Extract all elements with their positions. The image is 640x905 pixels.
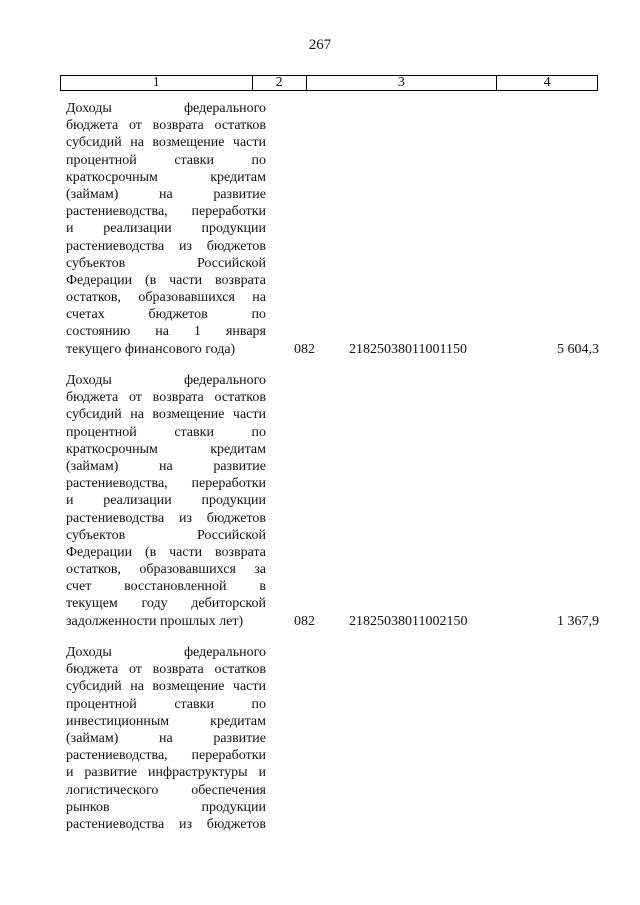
description-line: субсидий на возмещение части <box>66 679 266 695</box>
description-line: инвестиционным кредитам <box>66 713 266 729</box>
description-line: бюджета от возврата остатков <box>66 662 266 678</box>
description-line: и реализации продукции <box>66 493 266 509</box>
description-line: рынков продукции <box>66 799 266 815</box>
row-description <box>66 100 266 358</box>
description-line: Федерации (в части возврата <box>66 272 266 288</box>
budget-classification-code: 21825038011001150 <box>349 341 467 357</box>
description-line: краткосрочным кредитам <box>66 441 266 457</box>
column-header-2: 2 <box>253 76 307 90</box>
amount-value: 1 367,9 <box>557 613 599 629</box>
description-line: состоянию на 1 января <box>66 324 266 340</box>
description-line: остатков, образовавшихся за <box>66 562 266 578</box>
description-line: остатков, образовавшихся на <box>66 290 266 306</box>
admin-code: 082 <box>294 341 315 357</box>
row-description <box>66 644 266 833</box>
amount-value: 5 604,3 <box>557 341 599 357</box>
description-line: растениеводства из бюджетов <box>66 510 266 526</box>
column-header-3: 3 <box>307 76 498 90</box>
description-line: бюджета от возврата остатков <box>66 118 266 134</box>
description-line: логистического обеспечения <box>66 782 266 798</box>
description-line: субъектов Российской <box>66 255 266 271</box>
admin-code: 082 <box>294 613 315 629</box>
description-line: процентной ставки по <box>66 424 266 440</box>
description-line: растениеводства из бюджетов <box>66 816 266 832</box>
description-line: Федерации (в части возврата <box>66 544 266 560</box>
description-line: субсидий на возмещение части <box>66 407 266 423</box>
description-line: счетах бюджетов по <box>66 307 266 323</box>
description-line: текущего финансового года) <box>66 341 236 357</box>
description-line: Доходы федерального <box>66 645 266 660</box>
description-line: и реализации продукции <box>66 221 266 237</box>
description-line: Доходы федерального <box>66 373 266 388</box>
description-line: растениеводства из бюджетов <box>66 238 266 254</box>
description-line: (займам) на развитие <box>66 186 266 202</box>
description-line: и развитие инфраструктуры и <box>66 765 266 781</box>
description-line: растениеводства, переработки <box>66 204 266 220</box>
column-header-4: 4 <box>543 75 551 90</box>
description-line: субъектов Российской <box>66 527 266 543</box>
description-line: краткосрочным кредитам <box>66 169 266 185</box>
page-number: 267 <box>308 37 332 53</box>
description-line: (займам) на развитие <box>66 730 266 746</box>
description-line: растениеводства, переработки <box>66 476 266 492</box>
description-line: субсидий на возмещение части <box>66 135 266 151</box>
description-line: растениеводства, переработки <box>66 748 266 764</box>
description-line: задолженности прошлых лет) <box>66 613 244 629</box>
table-header <box>60 75 598 91</box>
row-description <box>66 372 266 630</box>
column-header-1: 1 <box>61 76 253 90</box>
description-line: процентной ставки по <box>66 152 266 168</box>
description-line: процентной ставки по <box>66 696 266 712</box>
description-line: (займам) на развитие <box>66 458 266 474</box>
description-line: счет восстановленной в <box>66 579 266 595</box>
description-line: бюджета от возврата остатков <box>66 390 266 406</box>
budget-classification-code: 21825038011002150 <box>349 613 468 629</box>
description-line: текущем году дебиторской <box>66 596 266 612</box>
description-line: Доходы федерального <box>66 101 266 116</box>
